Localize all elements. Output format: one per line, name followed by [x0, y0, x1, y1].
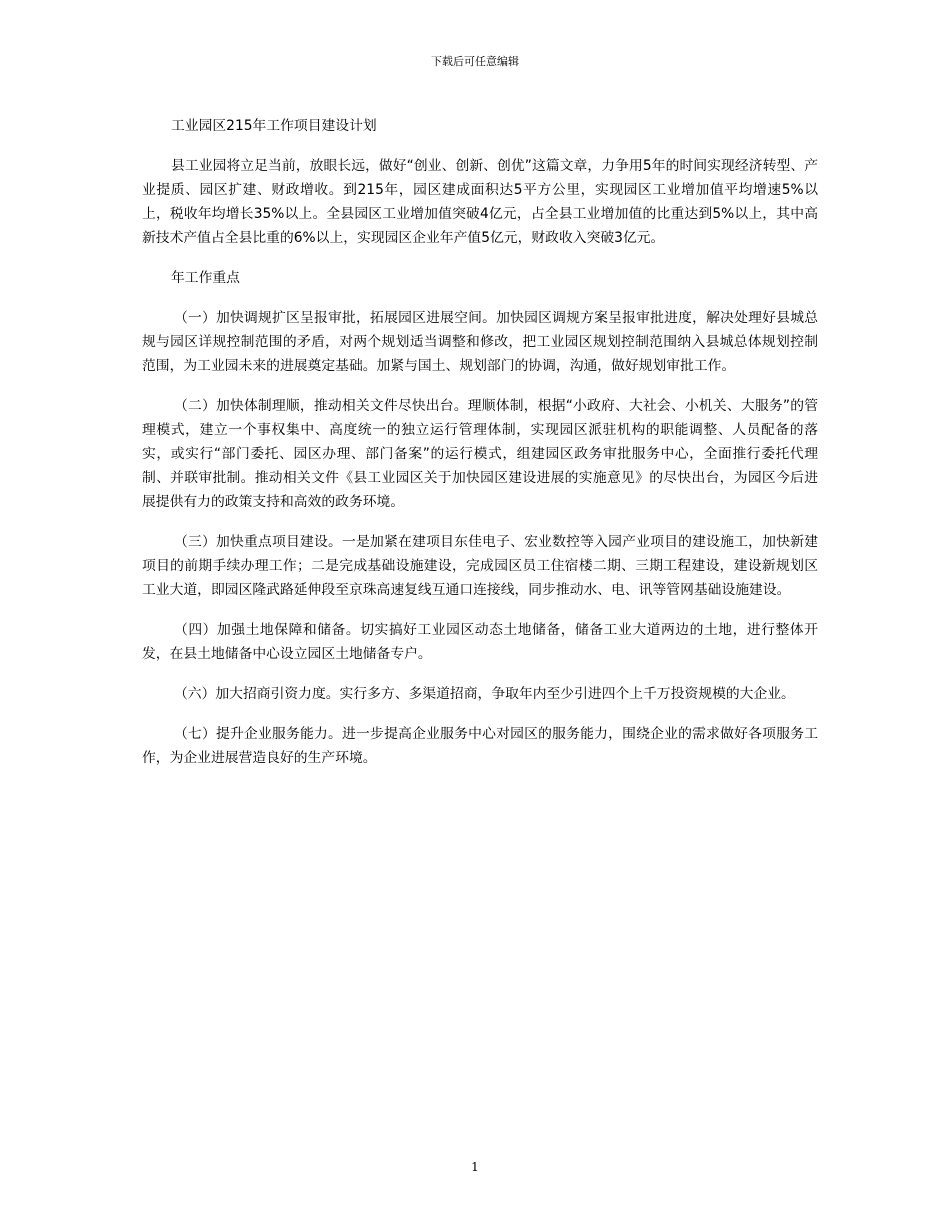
work-item-1: （一）加快调规扩区呈报审批，拓展园区进展空间。加快园区调规方案呈报审批进度，解决处理好县城总规与园区详规控制范围的矛盾，对两个规划适当调整和修改，把工业园区规划控制范围纳入县城总体规划控制范围，为工业园未来的进展奠定基础。加紧与国土、规划部门的协调，沟通，做好规划审批工作。: [142, 310, 818, 374]
intro-paragraph: 县工业园将立足当前，放眼长远，做好“创业、创新、创优”这篇文章，力争用5年的时间实现经济转型、产业提质、园区扩建、财政增收。到215年，园区建成面积达5平方公里，实现园区工业增加值平均增速5%以上，税收年均增长35%以上。全县园区工业增加值突破4亿元，占全县工业增加值的比重达到5%以上，其中高新技术产值占全县比重的6%以上，实现园区企业年产值5亿元，财政收入突破3亿元。: [142, 158, 818, 246]
document-title: 工业园区215年工作项目建设计划: [171, 118, 377, 134]
work-item-2: （二）加快体制理顺，推动相关文件尽快出台。理顺体制，根据“小政府、大社会、小机关、大服务”的管理模式，建立一个事权集中、高度统一的独立运行管理体制，实现园区派驻机构的职能调整、人员配备的落实，或实行“部门委托、园区办理、部门备案”的运行模式，组建园区政务审批服务中心，全面推行委托代理制、并联审批制。推动相关文件《县工业园区关于加快园区建设进展的实施意见》的尽快出台，为园区今后进展提供有力的政策支持和高效的政务环境。: [142, 398, 818, 510]
work-item-3: （三）加快重点项目建设。一是加紧在建项目东佳电子、宏业数控等入园产业项目的建设施工，加快新建项目的前期手续办理工作；二是完成基础设施建设，完成园区员工住宿楼二期、三期工程建设，建设新规划区工业大道，即园区隆武路延伸段至京珠高速复线互通口连接线，同步推动水、电、讯等管网基础设施建设。: [142, 534, 818, 598]
section-heading: 年工作重点: [171, 270, 240, 286]
page-header: 下载后可任意编辑: [431, 55, 519, 68]
work-item-4: （四）加强土地保障和储备。切实搞好工业园区动态土地储备，储备工业大道两边的土地，进行整体开发，在县土地储备中心设立园区土地储备专户。: [142, 622, 818, 662]
work-item-6: （六）加大招商引资力度。实行多方、多渠道招商，争取年内至少引进四个上千万投资规模的大企业。: [174, 686, 795, 702]
page-number: 1: [471, 1160, 479, 1174]
work-item-7: （七）提升企业服务能力。进一步提高企业服务中心对园区的服务能力，围绕企业的需求做好各项服务工作，为企业进展营造良好的生产环境。: [142, 726, 818, 766]
document-body: [142, 114, 818, 786]
